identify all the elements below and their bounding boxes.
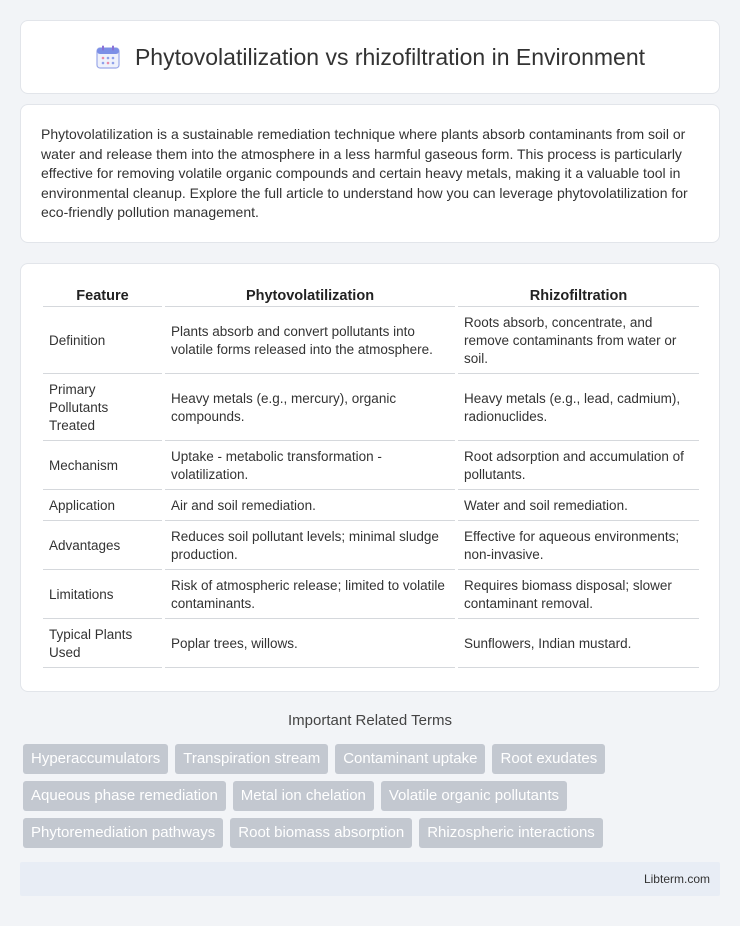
comparison-card (20, 263, 720, 692)
row-feature: Limitations (43, 570, 162, 619)
row-feature: Typical Plants Used (43, 619, 162, 668)
row-phytovolatilization: Plants absorb and convert pollutants into volatile forms released into the atmosphere. (165, 307, 455, 374)
row-feature: Definition (43, 307, 162, 374)
row-rhizofiltration: Roots absorb, concentrate, and remove contaminants from water or soil. (458, 307, 699, 374)
row-phytovolatilization: Uptake - metabolic transformation - volatilization. (165, 441, 455, 490)
row-rhizofiltration: Heavy metals (e.g., lead, cadmium), radionuclides. (458, 374, 699, 441)
title-card (20, 20, 720, 94)
tag-rhizospheric-interactions[interactable]: Rhizospheric interactions (419, 818, 603, 848)
related-terms-list (23, 744, 723, 855)
row-feature: Application (43, 490, 162, 521)
tag-transpiration-stream[interactable]: Transpiration stream (175, 744, 328, 774)
row-feature: Advantages (43, 521, 162, 570)
tag-row (23, 744, 723, 774)
table-row (43, 441, 699, 490)
intro-text: Phytovolatilization is a sustainable remediation technique where plants absorb contaminants from soil or water and release them into the atmosphere in a less harmful gaseous form. This process is particularly effective for removing volatile organic compounds and certain heavy metals, making it a valuable tool in environmental cleanup. Explore the full article to understand how you can leverage phytovolatilization for eco-friendly pollution management. (41, 126, 688, 220)
table-row (43, 374, 699, 441)
table-row (43, 521, 699, 570)
footer (20, 862, 720, 896)
tag-row (23, 818, 723, 848)
tag-row (23, 781, 723, 811)
column-header-rhizofiltration: Rhizofiltration (458, 284, 699, 307)
row-rhizofiltration: Effective for aqueous environments; non-invasive. (458, 521, 699, 570)
comparison-table (43, 284, 699, 668)
related-terms-title: Important Related Terms (288, 712, 452, 729)
table-header-row (43, 284, 699, 307)
row-rhizofiltration: Sunflowers, Indian mustard. (458, 619, 699, 668)
row-rhizofiltration: Water and soil remediation. (458, 490, 699, 521)
tag-root-biomass-absorption[interactable]: Root biomass absorption (230, 818, 412, 848)
tag-phytoremediation-pathways[interactable]: Phytoremediation pathways (23, 818, 223, 848)
tag-metal-ion-chelation[interactable]: Metal ion chelation (233, 781, 374, 811)
row-phytovolatilization: Reduces soil pollutant levels; minimal sludge production. (165, 521, 455, 570)
row-rhizofiltration: Root adsorption and accumulation of pollutants. (458, 441, 699, 490)
tag-aqueous-phase-remediation[interactable]: Aqueous phase remediation (23, 781, 226, 811)
table-row (43, 490, 699, 521)
intro-card (20, 104, 720, 243)
footer-site-link[interactable]: Libterm.com (643, 872, 710, 886)
tag-volatile-organic-pollutants[interactable]: Volatile organic pollutants (381, 781, 567, 811)
row-phytovolatilization: Heavy metals (e.g., mercury), organic compounds. (165, 374, 455, 441)
column-header-feature: Feature (43, 284, 162, 307)
row-rhizofiltration: Requires biomass disposal; slower contaminant removal. (458, 570, 699, 619)
page-title: Phytovolatilization vs rhizofiltration in Environment (134, 43, 646, 70)
table-row (43, 619, 699, 668)
tag-root-exudates[interactable]: Root exudates (492, 744, 605, 774)
calendar-icon (95, 44, 121, 70)
row-feature: Primary Pollutants Treated (43, 374, 162, 441)
row-feature: Mechanism (43, 441, 162, 490)
row-phytovolatilization: Poplar trees, willows. (165, 619, 455, 668)
row-phytovolatilization: Air and soil remediation. (165, 490, 455, 521)
table-row (43, 307, 699, 374)
column-header-phytovolatilization: Phytovolatilization (165, 284, 455, 307)
table-row (43, 570, 699, 619)
tag-contaminant-uptake[interactable]: Contaminant uptake (335, 744, 485, 774)
tag-hyperaccumulators[interactable]: Hyperaccumulators (23, 744, 168, 774)
row-phytovolatilization: Risk of atmospheric release; limited to volatile contaminants. (165, 570, 455, 619)
